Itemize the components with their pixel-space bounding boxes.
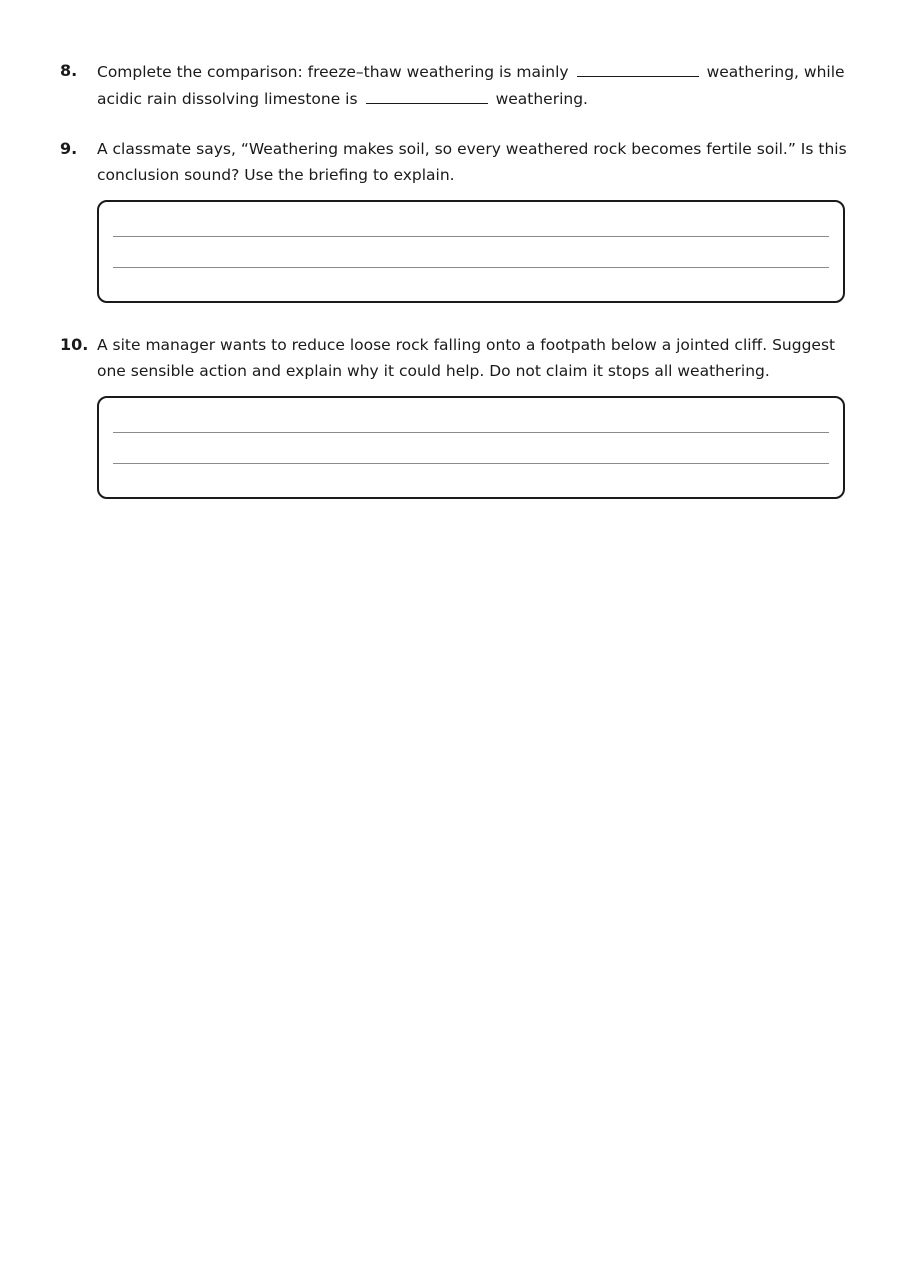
question-9 — [60, 136, 850, 308]
fill-in-blank-2[interactable] — [366, 85, 488, 104]
answer-box[interactable] — [97, 200, 845, 303]
question-number: 9. — [60, 139, 78, 158]
question-text-part: weathering, while acidic rain dissolving limestone is — [97, 63, 845, 108]
question-text: A classmate says, “Weathering makes soil, so every weathered rock becomes fertile soil.” Is this conclusion sound? Use the briefing to explain. — [97, 140, 847, 184]
question-number: 8. — [60, 61, 78, 80]
question-text — [97, 58, 849, 112]
answer-line — [113, 463, 829, 464]
fill-in-blank-1[interactable] — [577, 58, 699, 77]
question-10 — [60, 332, 850, 504]
question-text-part: Complete the comparison: freeze–thaw weathering is mainly — [97, 63, 569, 81]
answer-line — [113, 267, 829, 268]
answer-line — [113, 432, 829, 433]
question-8 — [60, 58, 850, 114]
question-number: 10. — [60, 335, 89, 354]
question-text: A site manager wants to reduce loose rock falling onto a footpath below a jointed cliff. Suggest one sensible action and explain why it could help. Do not claim it stops all weathering. — [97, 336, 836, 380]
answer-line — [113, 236, 829, 237]
answer-box[interactable] — [97, 396, 845, 499]
question-text-part: weathering. — [495, 90, 588, 108]
